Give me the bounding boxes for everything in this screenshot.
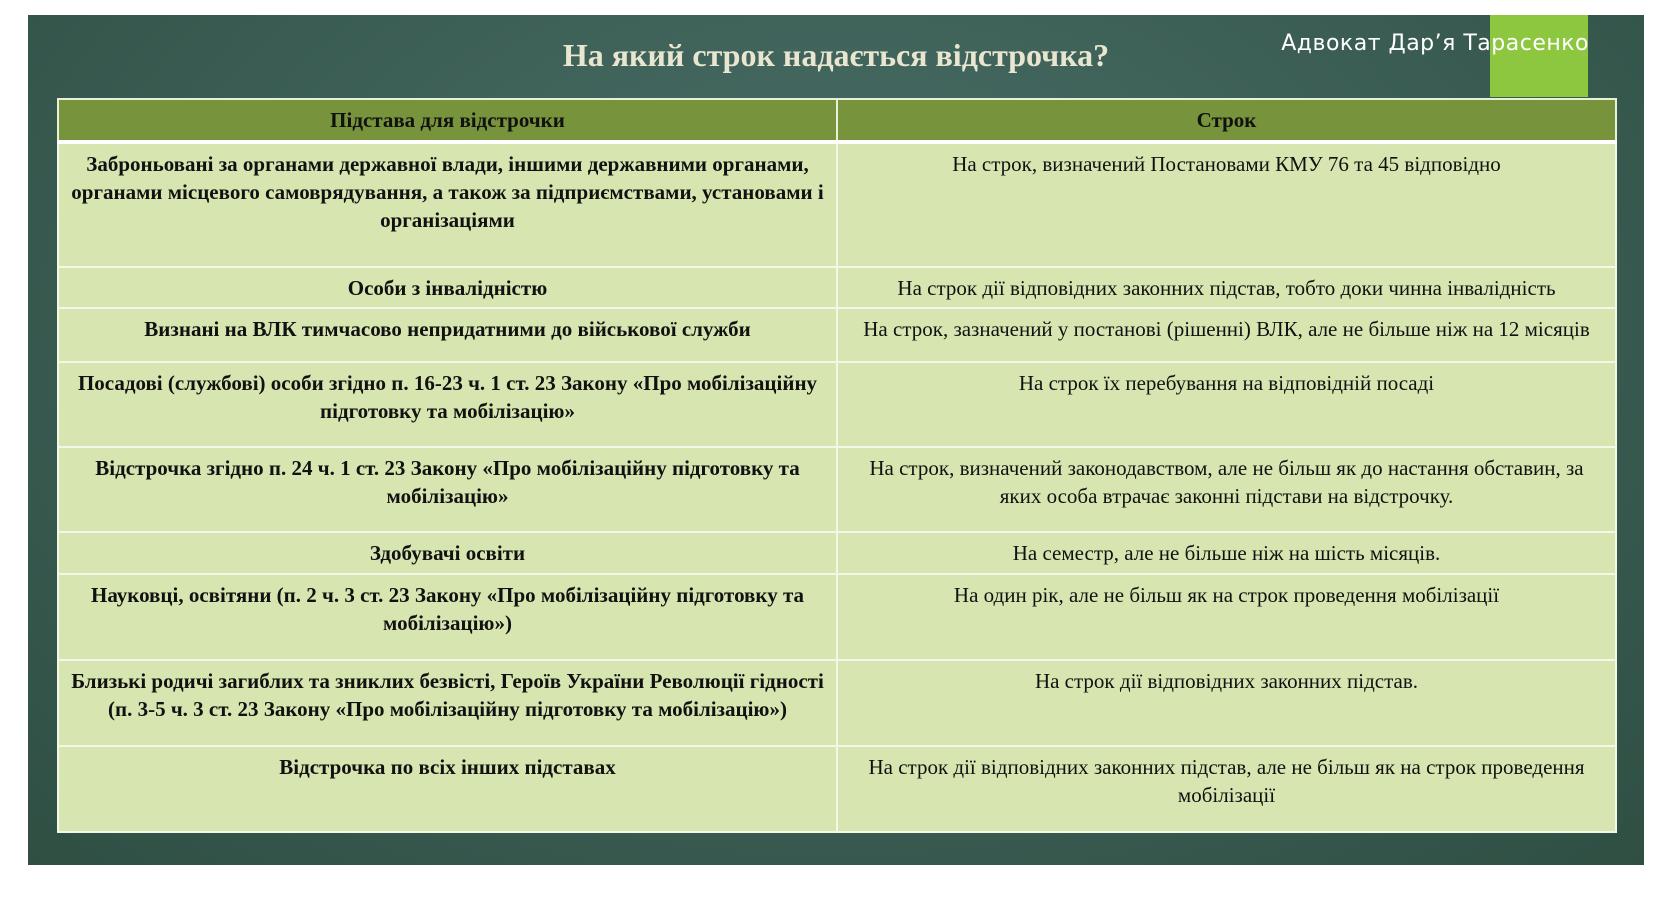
basis-cell: Близькі родичі загиблих та зниклих безвісті, Героїв України Революції гідності (п. 3-5 ч. 3 ст. 23 Закону «Про мобілізаційну підготовку та мобілізацію») xyxy=(58,660,837,746)
deferral-table xyxy=(57,98,1617,833)
term-cell: На строк дії відповідних законних підстав, але не більш як на строк проведення мобілізації xyxy=(837,746,1616,832)
table-row xyxy=(58,746,1616,832)
term-cell: На один рік, але не більш як на строк проведення мобілізації xyxy=(837,574,1616,660)
header-term: Строк xyxy=(837,99,1616,142)
term-cell: На строк дії відповідних законних підстав, тобто доки чинна інвалідність xyxy=(837,267,1616,308)
slide-title: На який строк надається відстрочка? xyxy=(562,37,1110,73)
table-row xyxy=(58,447,1616,532)
basis-cell: Заброньовані за органами державної влади, іншими державними органами, органами місцевого самоврядування, а також за підприємствами, установами і організаціями xyxy=(58,142,837,267)
table-row xyxy=(58,532,1616,574)
basis-cell: Відстрочка згідно п. 24 ч. 1 ст. 23 Закону «Про мобілізаційну підготовку та мобілізацію» xyxy=(58,447,837,532)
term-cell: На строк, визначений Постановами КМУ 76 та 45 відповідно xyxy=(837,142,1616,267)
author-label: Адвокат Дар’я Тарасенко xyxy=(1281,31,1589,56)
table-header-row xyxy=(58,99,1616,142)
term-cell: На семестр, але не більше ніж на шість місяців. xyxy=(837,532,1616,574)
basis-cell: Визнані на ВЛК тимчасово непридатними до військової служби xyxy=(58,308,837,362)
term-cell: На строк їх перебування на відповідній посаді xyxy=(837,362,1616,447)
slide xyxy=(28,15,1644,865)
table-row xyxy=(58,574,1616,660)
term-cell: На строк, визначений законодавством, але не більш як до настання обставин, за яких особа втрачає законні підстави на відстрочку. xyxy=(837,447,1616,532)
basis-cell: Здобувачі освіти xyxy=(58,532,837,574)
table-row xyxy=(58,660,1616,746)
header-basis: Підстава для відстрочки xyxy=(58,99,837,142)
table-row xyxy=(58,142,1616,267)
table-row xyxy=(58,267,1616,308)
term-cell: На строк, зазначений у постанові (рішенні) ВЛК, але не більше ніж на 12 місяців xyxy=(837,308,1616,362)
table-row xyxy=(58,308,1616,362)
basis-cell: Особи з інвалідністю xyxy=(58,267,837,308)
term-cell: На строк дії відповідних законних підстав. xyxy=(837,660,1616,746)
table-row xyxy=(58,362,1616,447)
basis-cell: Посадові (службові) особи згідно п. 16-23 ч. 1 ст. 23 Закону «Про мобілізаційну підготовку та мобілізацію» xyxy=(58,362,837,447)
basis-cell: Відстрочка по всіх інших підставах xyxy=(58,746,837,832)
basis-cell: Науковці, освітяни (п. 2 ч. 3 ст. 23 Закону «Про мобілізаційну підготовку та мобілізацію») xyxy=(58,574,837,660)
